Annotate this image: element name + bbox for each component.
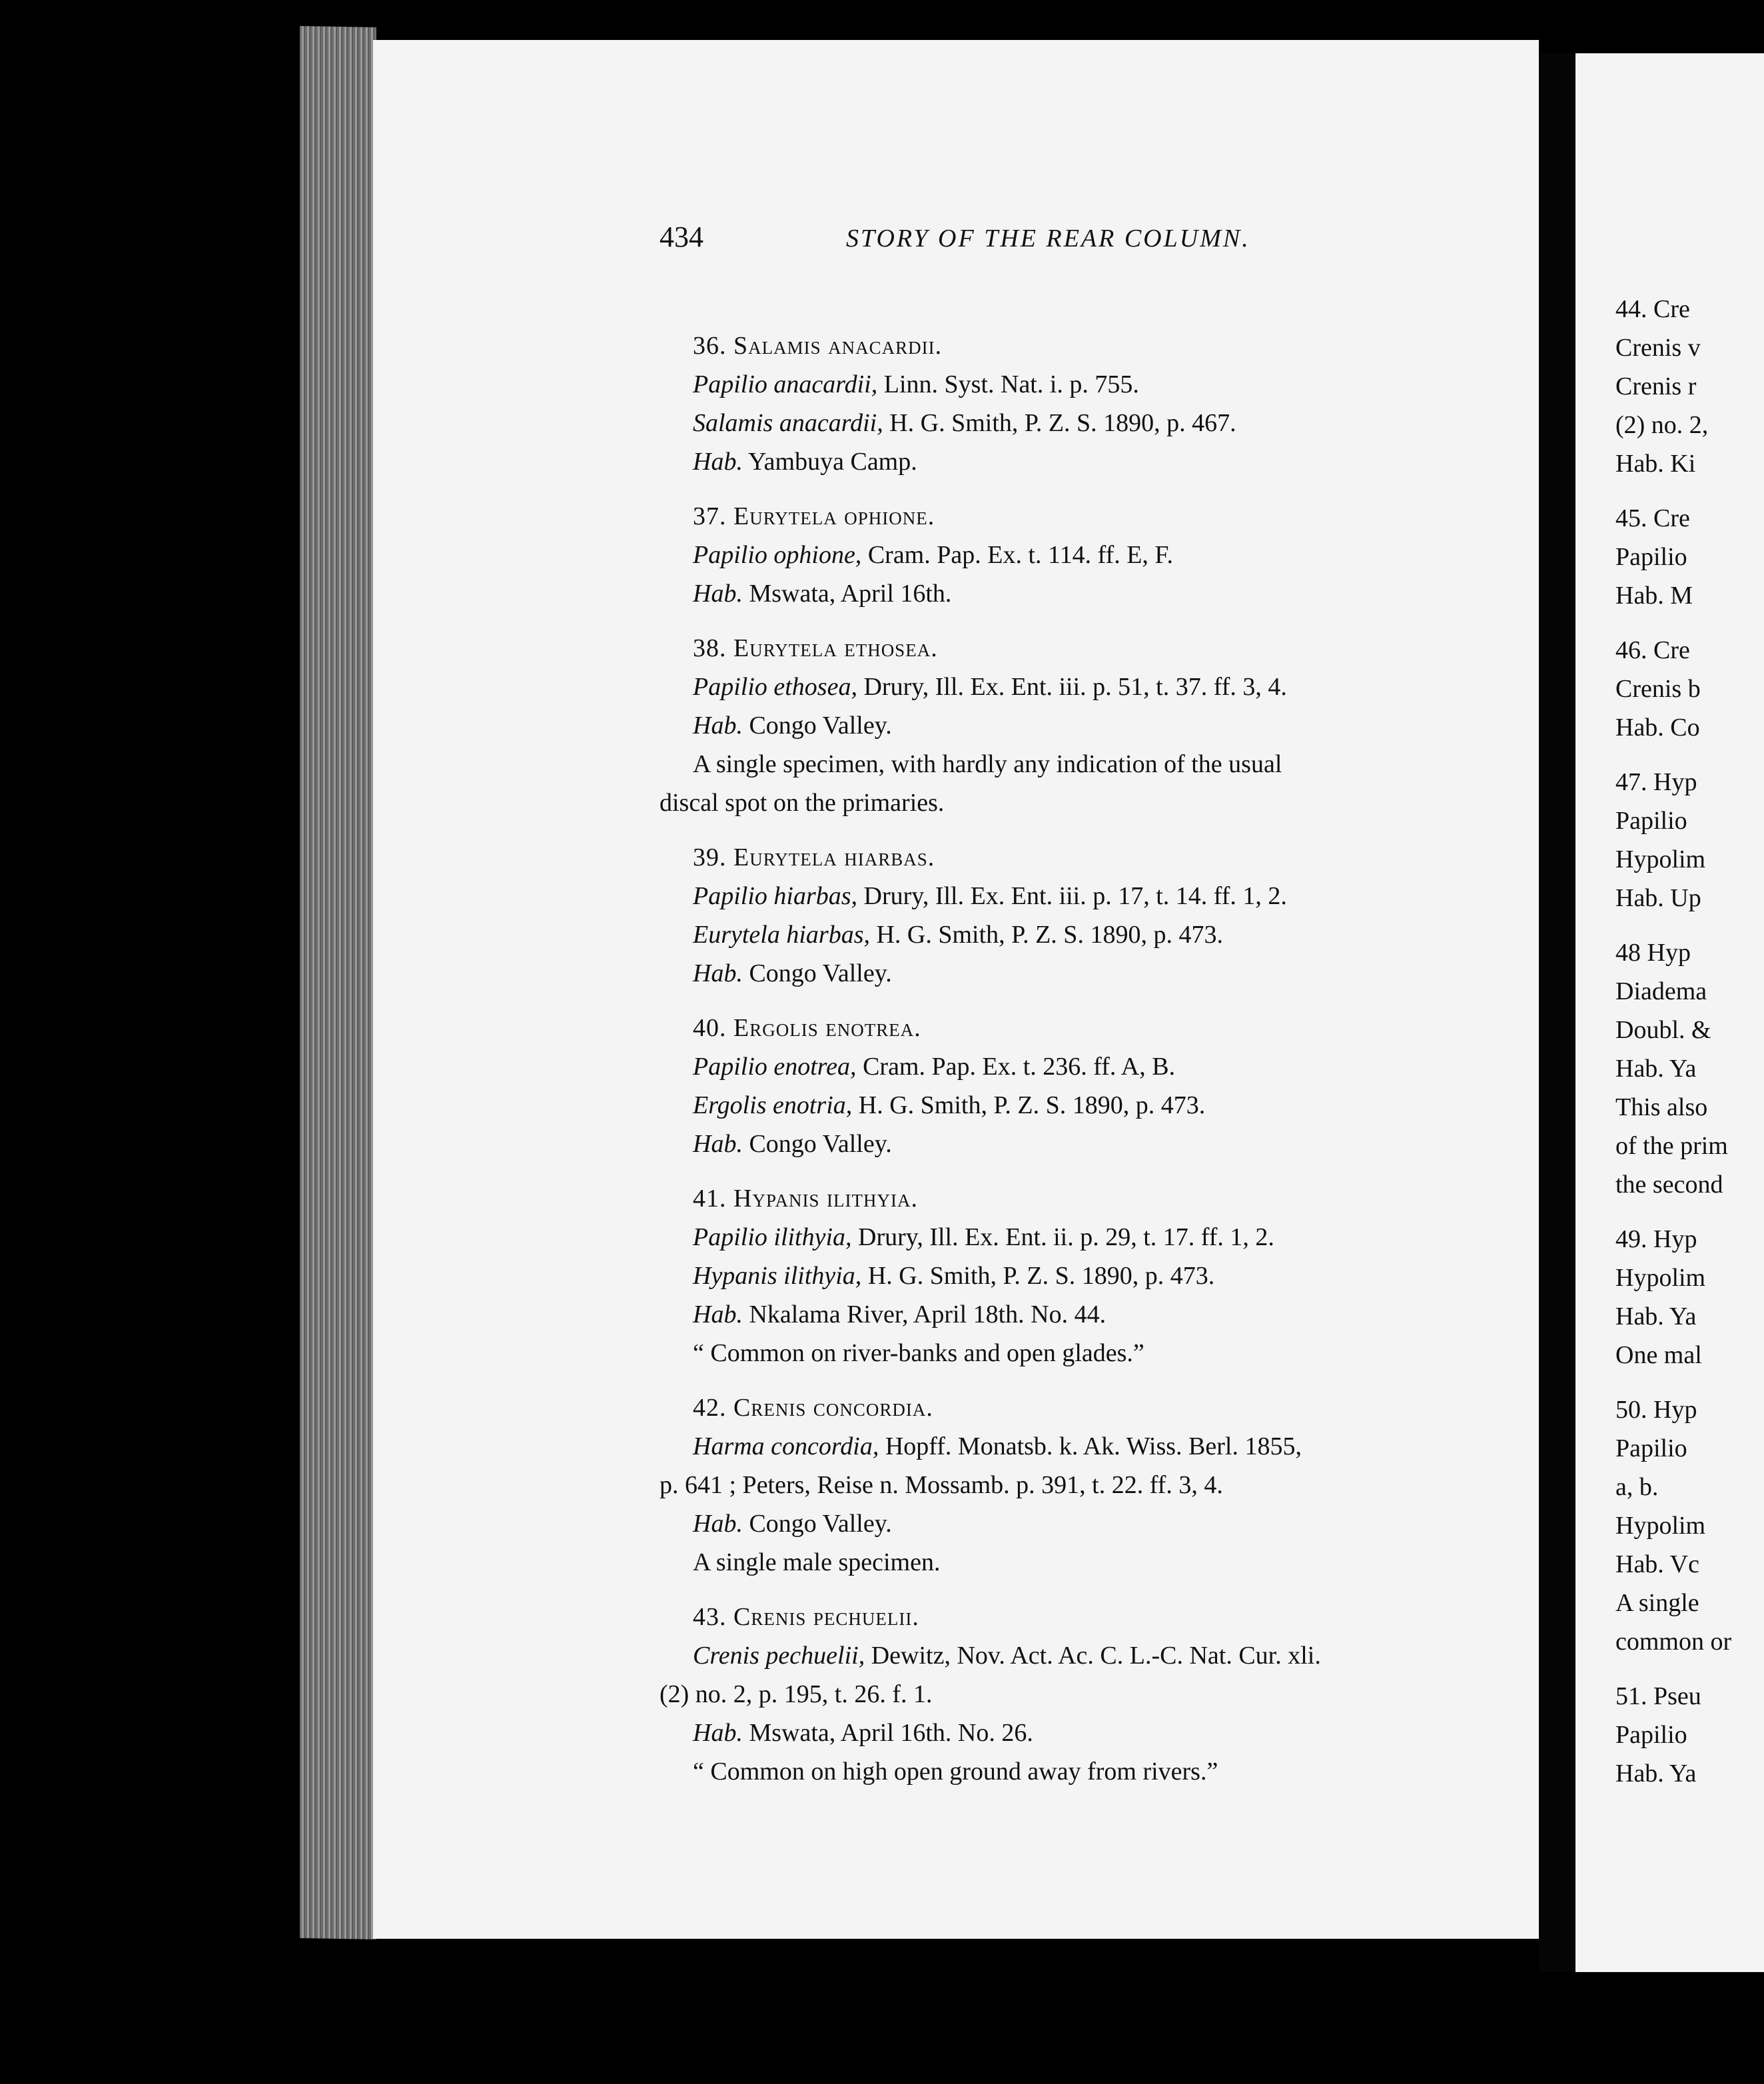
species-name: Hab.	[693, 1130, 743, 1158]
fragment-line: Crenis b	[1615, 675, 1701, 703]
fragment-line: 48 Hyp	[1615, 939, 1691, 967]
citation-text: Hopff. Monatsb. k. Ak. Wiss. Berl. 1855,	[879, 1432, 1302, 1460]
fragment-line: Hab. Ki	[1615, 450, 1696, 478]
fragment-line: Hab. Vc	[1615, 1550, 1699, 1578]
fragment-line: Doubl. &	[1615, 1016, 1711, 1044]
spacer	[1615, 1661, 1731, 1677]
spacer	[1615, 1204, 1731, 1220]
citation-text: Dewitz, Nov. Act. Ac. C. L.-C. Nat. Cur. xli.	[865, 1642, 1321, 1670]
book-page-edges	[300, 26, 376, 1939]
fragment-line: 51. Pseu	[1615, 1682, 1701, 1710]
right-page-text	[1615, 290, 1731, 1793]
spacer	[1615, 747, 1731, 763]
species-name: Papilio anacardii,	[693, 370, 878, 398]
species-name: Papilio enotrea,	[693, 1053, 857, 1081]
citation-text: H. G. Smith, P. Z. S. 1890, p. 473.	[861, 1262, 1215, 1290]
species-name: Papilio hiarbas,	[693, 882, 858, 910]
fragment-line: 49. Hyp	[1615, 1225, 1697, 1253]
fragment-line: 46. Cre	[1615, 636, 1690, 664]
fragment-line: the second	[1615, 1171, 1723, 1199]
fragment-line: (2) no. 2,	[1615, 411, 1709, 439]
citation-text: discal spot on the primaries.	[660, 789, 945, 817]
citation-text: Drury, Ill. Ex. Ent. ii. p. 29, t. 17. ff. 1, 2.	[851, 1223, 1274, 1251]
entry-heading: 36. Salamis anacardii.	[693, 332, 943, 360]
citation-text: Drury, Ill. Ex. Ent. iii. p. 17, t. 14. ff. 1, 2.	[857, 882, 1287, 910]
entry-heading: 42. Crenis concordia.	[693, 1394, 933, 1422]
citation-text: Drury, Ill. Ex. Ent. iii. p. 51, t. 37. ff. 3, 4.	[857, 673, 1287, 701]
fragment-line: 44. Cre	[1615, 295, 1690, 323]
citation-text: Congo Valley.	[742, 712, 892, 740]
species-name: Papilio ilithyia,	[693, 1223, 852, 1251]
citation-text: H. G. Smith, P. Z. S. 1890, p. 467.	[883, 409, 1236, 437]
species-name: Eurytela hiarbas,	[693, 921, 870, 949]
fragment-line: of the prim	[1615, 1132, 1728, 1160]
fragment-line: One mal	[1615, 1341, 1702, 1369]
species-name: Hab.	[693, 1510, 743, 1538]
fragment-line: A single	[1615, 1589, 1699, 1617]
fragment-line: This also	[1615, 1093, 1708, 1121]
fragment-line: Papilio	[1615, 1721, 1687, 1749]
species-name: Hab.	[693, 580, 743, 608]
species-name: Papilio ethosea,	[693, 673, 857, 701]
page-number: 434	[660, 221, 703, 253]
citation-text: (2) no. 2, p. 195, t. 26. f. 1.	[660, 1680, 933, 1708]
species-name: Harma concordia,	[693, 1432, 879, 1460]
fragment-line: Papilio	[1615, 1434, 1687, 1462]
fragment-line: 45. Cre	[1615, 504, 1690, 532]
spacer	[1615, 1374, 1731, 1390]
fragment-line: Papilio	[1615, 543, 1687, 571]
book-gutter	[1539, 53, 1575, 1972]
citation-text: Cram. Pap. Ex. t. 236. ff. A, B.	[856, 1053, 1176, 1081]
fragment-line: Diadema	[1615, 977, 1707, 1005]
citation-text: Congo Valley.	[742, 1130, 892, 1158]
fragment-line: Papilio	[1615, 807, 1687, 835]
citation-text: Mswata, April 16th. No. 26.	[742, 1719, 1033, 1747]
species-name: Hab.	[693, 1301, 743, 1328]
fragment-line: Hypolim	[1615, 1264, 1706, 1292]
fragment-line: a, b.	[1615, 1473, 1659, 1501]
fragment-line: Hab. Ya	[1615, 1302, 1697, 1330]
species-name: Hab.	[693, 1719, 743, 1747]
fragment-line: 47. Hyp	[1615, 768, 1697, 796]
citation-text: Linn. Syst. Nat. i. p. 755.	[877, 370, 1139, 398]
running-title: STORY OF THE REAR COLUMN.	[846, 225, 1250, 253]
entry-heading: 37. Eurytela ophione.	[693, 502, 935, 530]
fragment-line: Hypolim	[1615, 845, 1706, 873]
entry-heading: 40. Ergolis enotrea.	[693, 1014, 921, 1042]
fragment-line: Hab. Ya	[1615, 1760, 1697, 1788]
fragment-line: Hab. Ya	[1615, 1055, 1697, 1083]
species-name: Hypanis ilithyia,	[693, 1262, 862, 1290]
citation-text: Nkalama River, April 18th. No. 44.	[742, 1301, 1106, 1328]
citation-text: p. 641 ; Peters, Reise n. Mossamb. p. 391, t. 22. ff. 3, 4.	[660, 1471, 1223, 1499]
species-name: Hab.	[693, 712, 743, 740]
species-name: Hab.	[693, 959, 743, 987]
species-name: Ergolis enotria,	[693, 1091, 853, 1119]
fragment-line: 50. Hyp	[1615, 1396, 1697, 1424]
citation-text: Congo Valley.	[742, 959, 892, 987]
species-name: Papilio ophione,	[693, 541, 862, 569]
entry-heading: 39. Eurytela hiarbas.	[693, 843, 935, 871]
spacer	[1615, 483, 1731, 499]
citation-text: H. G. Smith, P. Z. S. 1890, p. 473.	[852, 1091, 1206, 1119]
citation-text: Mswata, April 16th.	[742, 580, 952, 608]
entry-heading: 41. Hypanis ilithyia.	[693, 1185, 918, 1213]
citation-text: “ Common on high open ground away from rivers.”	[693, 1758, 1218, 1786]
fragment-line: Crenis r	[1615, 372, 1697, 400]
fragment-line: Hab. Up	[1615, 884, 1701, 912]
citation-text: H. G. Smith, P. Z. S. 1890, p. 473.	[869, 921, 1223, 949]
species-name: Hab.	[693, 448, 743, 476]
citation-text: A single specimen, with hardly any indication of the usual	[693, 750, 1282, 778]
species-name: Salamis anacardii,	[693, 409, 883, 437]
citation-text: Cram. Pap. Ex. t. 114. ff. E, F.	[861, 541, 1174, 569]
left-page	[373, 40, 1539, 1939]
entry-heading: 43. Crenis pechuelii.	[693, 1603, 919, 1631]
fragment-line: Hab. M	[1615, 582, 1693, 610]
spacer	[1615, 615, 1731, 631]
spacer	[1615, 917, 1731, 933]
citation-text: A single male specimen.	[693, 1548, 941, 1576]
fragment-line: Crenis v	[1615, 334, 1701, 362]
citation-text: Congo Valley.	[742, 1510, 892, 1538]
citation-text: “ Common on river-banks and open glades.”	[693, 1339, 1144, 1367]
fragment-line: common or	[1615, 1628, 1732, 1656]
right-page-fragment	[1575, 53, 1764, 1972]
citation-text: Yambuya Camp.	[742, 448, 917, 476]
page-header	[373, 220, 1539, 260]
entry-heading: 38. Eurytela ethosea.	[693, 634, 938, 662]
fragment-line: Hypolim	[1615, 1512, 1706, 1540]
fragment-line: Hab. Co	[1615, 714, 1700, 742]
species-name: Crenis pechuelii,	[693, 1642, 865, 1670]
